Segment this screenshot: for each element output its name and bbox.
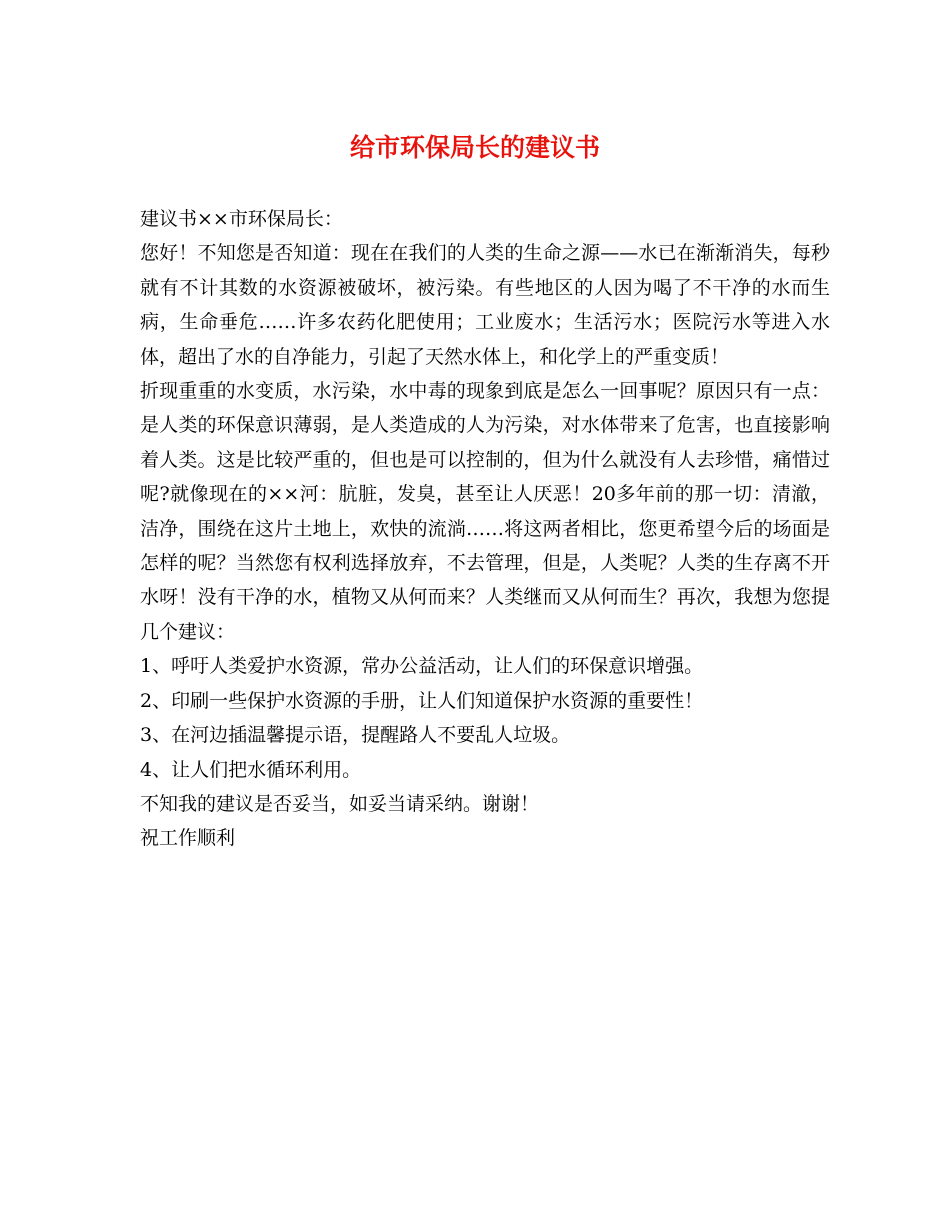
document-title: 给市环保局长的建议书 bbox=[349, 133, 600, 162]
closing-line: 不知我的建议是否妥当，如妥当请采纳。谢谢！ bbox=[140, 792, 540, 815]
suggestion-item: 2、印刷一些保护水资源的手册，让人们知道保护水资源的重要性！ bbox=[140, 689, 704, 712]
suggestion-item: 1、呼吁人类爱护水资源，常办公益活动，让人们的环保意识增强。 bbox=[140, 655, 704, 678]
suggestion-item: 3、在河边插温馨提示语，提醒路人不要乱人垃圾。 bbox=[140, 724, 571, 747]
document-body bbox=[140, 202, 830, 856]
salutation-line: 建议书××市环保局长： bbox=[140, 208, 343, 230]
body-paragraph: 折现重重的水变质，水污染，水中毒的现象到底是怎么一回事呢？原因只有一点：是人类的环保意识薄弱，是人类造成的人为污染，对水体带来了危害，也直接影响着人类。这是比较严重的，但也是可以控制的，但为什么就没有人去珍惜，痛惜过呢?就像现在的××河：肮脏，发臭，甚至让人厌恶！20多年前的那一切：清澈，洁净，围绕在这片土地上，欢快的流淌……将这两者相比，您更希望今后的场面是怎样的呢？当然您有权利选择放弃，不去管理，但是，人类呢？人类的生存离不开水呀！没有干净的水，植物又从何而来？人类继而又从何而生？再次，我想为您提几个建议： bbox=[140, 380, 830, 643]
closing-wish: 祝工作顺利 bbox=[140, 827, 236, 850]
suggestion-item: 4、让人们把水循环利用。 bbox=[140, 758, 362, 781]
body-paragraph: 您好！不知您是否知道：现在在我们的人类的生命之源——水已在渐渐消失，每秒就有不计其数的水资源被破坏，被污染。有些地区的人因为喝了不干净的水而生病，生命垂危……许多农药化肥使用；工业废水；生活污水；医院污水等进入水体，超出了水的自净能力，引起了天然水体上，和化学上的严重变质！ bbox=[140, 242, 830, 368]
